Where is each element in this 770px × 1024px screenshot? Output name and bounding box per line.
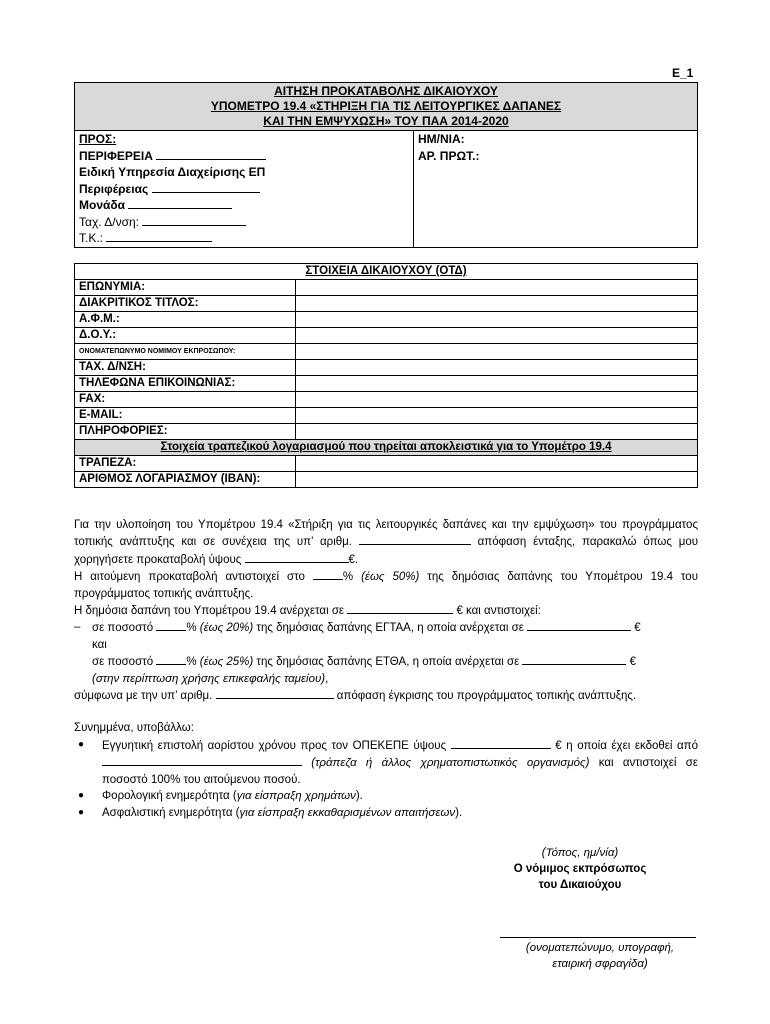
field-label: ΔΙΑΚΡΙΤΙΚΟΣ ΤΙΤΛΟΣ:: [75, 296, 296, 312]
field-value[interactable]: [296, 296, 698, 312]
place-date: (Τόπος, ημ/νία): [541, 847, 619, 859]
field-value[interactable]: [296, 424, 698, 440]
postal-field[interactable]: [142, 214, 246, 226]
postal-label: Ταχ. Δ/νση:: [79, 214, 140, 229]
unit-label: Μονάδα: [79, 198, 126, 212]
bank-title: Στοιχεία τραπεζικού λογαριασμού που τηρείται αποκλειστικά για το Υπομέτρο 19.4: [75, 440, 698, 456]
bank-field-label: ΑΡΙΘΜΟΣ ΛΟΓΑΡΙΑΣΜΟΥ (IBAN):: [75, 472, 296, 488]
field-label: ΤΑΧ. Δ/ΝΣΗ:: [75, 360, 296, 376]
field-value[interactable]: [296, 392, 698, 408]
title-line-2: ΥΠΟΜΕΤΡΟ 19.4 «ΣΤΗΡΙΞΗ ΓΙΑ ΤΙΣ ΛΕΙΤΟΥΡΓΙΚΕΣ ΔΑΠΑΝΕΣ: [210, 99, 562, 113]
attachment-item-1: ● Εγγυητική επιστολή αορίστου χρόνου προς τον ΟΠΕΚΕΠΕ ύψους € η οποία έχει εκδοθεί από (τράπεζα ή άλλος χρηματοπιστωτικός οργανισμός) και αντιστοιχεί σε ποσοστό 100% του αιτούμενου ποσού.: [78, 738, 698, 786]
document-code: Ε_1: [672, 66, 694, 80]
zip-field[interactable]: [106, 230, 212, 242]
region-label: ΠΕΡΙΦΕΡΕΙΑ: [79, 148, 153, 163]
field-value[interactable]: [296, 360, 698, 376]
public-expenditure-field[interactable]: [347, 602, 453, 614]
title-line-1: ΑΙΤΗΣΗ ΠΡΟΚΑΤΑΒΟΛΗΣ ΔΙΚΑΙΟΥΧΟΥ: [274, 84, 498, 98]
field-value[interactable]: [296, 328, 698, 344]
beneficiary-table: [74, 263, 698, 488]
bank-field-value[interactable]: [296, 472, 698, 488]
header-table: [74, 82, 698, 248]
dash-item-1: – σε ποσοστό % (έως 20%) της δημόσιας δαπάνης ΕΓΤΑΑ, η οποία ανέρχεται σε € και: [74, 621, 641, 651]
eafrd-percent-field[interactable]: [156, 619, 186, 631]
regions-label: Περιφέρειας: [79, 181, 149, 196]
approval-decision-field[interactable]: [216, 687, 334, 699]
date-protocol-block: [414, 131, 698, 248]
advance-percent-field[interactable]: [313, 568, 343, 580]
field-label: Δ.Ο.Υ.:: [75, 328, 296, 344]
form-title: [75, 83, 698, 131]
beneficiary-title: ΣΤΟΙΧΕΙΑ ΔΙΚΑΙΟΥΧΟΥ (ΟΤΔ): [75, 264, 698, 280]
paragraph-4: σύμφωνα με την υπ’ αριθμ. απόφαση έγκρισης του προγράμματος τοπικής ανάπτυξης.: [74, 687, 698, 704]
legal-rep-line-1: Ο νόμιμος εκπρόσωπος: [513, 863, 647, 875]
field-label: ΤΗΛΕΦΩΝΑ ΕΠΙΚΟΙΝΩΝΙΑΣ:: [75, 376, 296, 392]
field-value[interactable]: [296, 280, 698, 296]
bank-field-value[interactable]: [296, 456, 698, 472]
to-label: ΠΡΟΣ:: [79, 132, 117, 146]
dash-item-2: σε ποσοστό % (έως 25%) της δημόσιας δαπάνης ΕΤΘΑ, η οποία ανέρχεται σε € (στην περίπτωση χρήσης επικεφαλής ταμείου),: [74, 653, 698, 687]
field-value[interactable]: [296, 376, 698, 392]
eafrd-amount-field[interactable]: [527, 619, 631, 631]
attachment-item-2: ● Φορολογική ενημερότητα (για είσπραξη χρημάτων).: [74, 788, 698, 804]
emff-amount-field[interactable]: [522, 653, 626, 665]
field-value[interactable]: [296, 344, 698, 360]
decision-number-field[interactable]: [359, 533, 471, 545]
paragraph-2: Η αιτούμενη προκαταβολή αντιστοιχεί στο % (έως 50%) της δημόσιας δαπάνης του Υπομέτρου 19.4 του προγράμματος τοπικής ανάπτυξης.: [74, 568, 698, 602]
dash-icon: –: [74, 621, 81, 634]
paragraph-3: Η δημόσια δαπάνη του Υπομέτρου 19.4 ανέρχεται σε € και αντιστοιχεί:: [74, 602, 698, 619]
bullet-icon: ●: [78, 738, 85, 750]
request-body: [74, 517, 698, 821]
signature-note: (ονοματεπώνυμο, υπογραφή, εταιρική σφραγίδα): [525, 942, 675, 971]
signature-line[interactable]: [500, 937, 696, 938]
legal-rep-line-2: του Δικαιούχου: [538, 879, 622, 891]
unit-field[interactable]: [128, 197, 232, 209]
issuer-field[interactable]: [102, 754, 302, 766]
zip-label: Τ.Κ.:: [79, 231, 104, 245]
attachments-heading: Συνημμένα, υποβάλλω:: [74, 722, 194, 735]
field-label: ΕΠΩΝΥΜΙΑ:: [75, 280, 296, 296]
bullet-icon: ●: [78, 790, 85, 802]
attachment-item-3: ● Ασφαλιστική ενημερότητα (για είσπραξη εκκαθαρισμένων απαιτήσεων).: [74, 805, 698, 821]
field-label: Α.Φ.Μ.:: [75, 312, 296, 328]
field-label: FAX:: [75, 392, 296, 408]
emff-percent-field[interactable]: [156, 653, 186, 665]
special-service-label: Ειδική Υπηρεσία Διαχείρισης ΕΠ: [79, 165, 266, 179]
region-field[interactable]: [156, 148, 266, 160]
field-label: ΟΝΟΜΑΤΕΠΩΝΥΜΟ ΝΟΜΙΜΟΥ ΕΚΠΡΟΣΩΠΟΥ:: [75, 344, 296, 360]
advance-amount-field[interactable]: [245, 551, 349, 563]
field-value[interactable]: [296, 408, 698, 424]
date-label: ΗΜ/ΝΙΑ:: [418, 132, 465, 146]
addressee-block: [75, 131, 414, 248]
protocol-label: ΑΡ. ΠΡΩΤ.:: [418, 148, 480, 163]
field-label: E-MAIL:: [75, 408, 296, 424]
bullet-icon: ●: [78, 806, 85, 818]
regions-field[interactable]: [152, 181, 260, 193]
guarantee-amount-field[interactable]: [451, 737, 551, 749]
field-label: ΠΛΗΡΟΦΟΡΙΕΣ:: [75, 424, 296, 440]
paragraph-1: Για την υλοποίηση του Υπομέτρου 19.4 «Στήριξη για τις λειτουργικές δαπάνες και την εμψύχωση» του προγράμματος τοπικής ανάπτυξης και σε συνέχεια της υπ’ αριθμ. απόφαση ένταξης, παρακαλώ όπως μου χορηγήσετε προκαταβολή ύψους €.: [74, 519, 698, 566]
bank-field-label: ΤΡΑΠΕΖΑ:: [75, 456, 296, 472]
field-value[interactable]: [296, 312, 698, 328]
title-line-3: ΚΑΙ ΤΗΝ ΕΜΨΥΧΩΣΗ» ΤΟΥ ΠΑΑ 2014-2020: [263, 114, 509, 128]
